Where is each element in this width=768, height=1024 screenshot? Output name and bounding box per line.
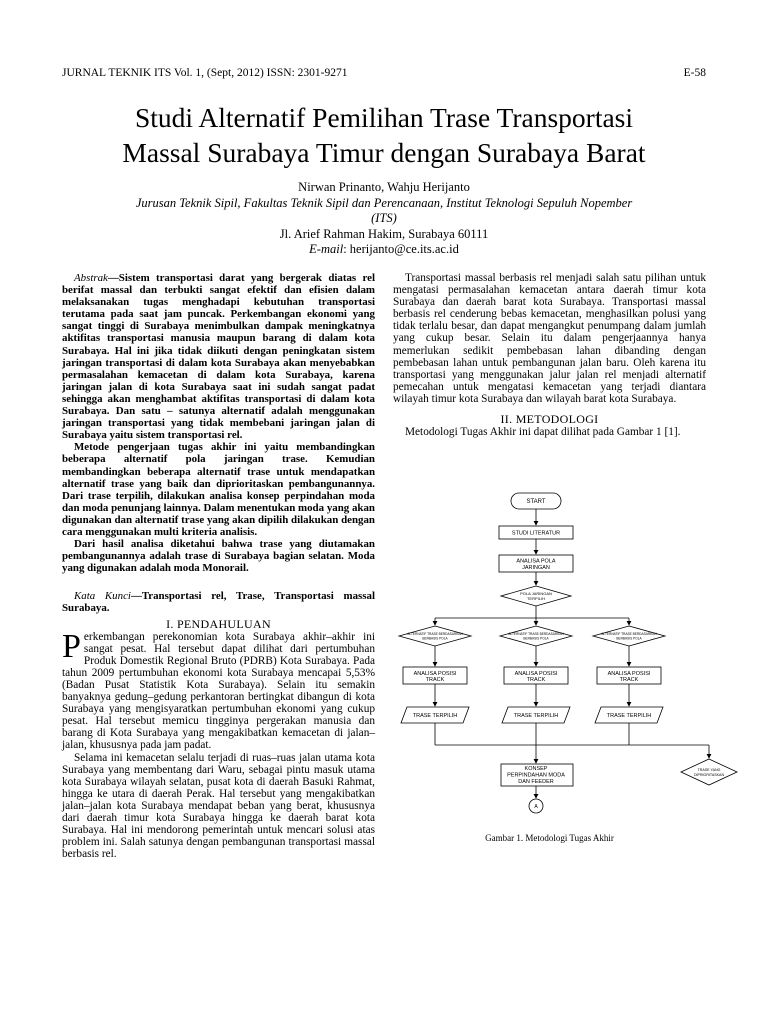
start-label: START [526, 499, 546, 505]
alt-label-3a: ALTERNATIF TRASE BERDASARKAN [601, 632, 657, 636]
paper-title [40, 100, 728, 170]
studi-label: STUDI LITERATUR [511, 530, 561, 537]
pola-label-2: TERPILIH [526, 596, 546, 601]
abstract-p3: Dari hasil analisa diketahui bahwa trase yang diutamakan pembangunannya adalah trase di Surabaya bagian selatan. Moda yang digunakan adalah moda Monorail. [62, 538, 375, 575]
section-heading-metodologi: II. METODOLOGI [500, 412, 599, 427]
email-label: E-mail [309, 242, 344, 256]
abstract-p1-text: —Sistem transportasi darat yang bergerak diatas rel berifat massal dan terbukti sangat efektif dan efisien dalam melaksanakan tugas menghadapi kebutuhan transportasi terutama pada saat jam puncak. Perkembangan ekonomi yang sangat tinggi di Surabaya menimbulkan dampak meningkatnya aktifitas transportasi manusia maupun barang di dalam kota Surabaya. Hal ini jika tidak diikuti dengan peningkatan sistem jaringan transportasi di dalam kota Surabaya akan menyebabkan permasalahan kemacetan di dalam kota Surabaya, karena jaringan jalan di kota Surabaya saat ini sudah sangat padat sehingga akan menghambat aktifitas transportasi di dalam kota Surabaya. Dan satu – satunya alternatif adalah menggunakan jaringan transportasi yang tidak membebani jaringan jalan di Surabaya yaitu sistem transportasi rel. [62, 272, 375, 442]
konsep-label-3: DAN FEEDER [518, 779, 554, 785]
posisi-label-3b: TRACK [619, 677, 639, 683]
abstract-p2: Metode pengerjaan tugas akhir ini yaitu membandingkan beberapa alternatif pola jaringan trase. Kemudian membandingkan beberapa alternatif trase untuk mendapatkan alternatif trase yang baik dan diprioritaskan pembangunannya. Dari trase terpilih, dilakukan analisa konsep perpindahan moda dan moda penunjang lainnya. Dalam menentukan moda yang akan digunakan dan alternatif trase yang akan dipilih dilakukan dengan cara menggunakan multi kriteria analisis. [62, 441, 375, 538]
journal-info: JURNAL TEKNIK ITS Vol. 1, (Sept, 2012) ISSN: 2301-9271 [62, 67, 348, 79]
keywords [62, 590, 375, 614]
metodologi-p1: Metodologi Tugas Akhir ini dapat dilihat pada Gambar 1 [1]. [405, 426, 681, 439]
prioritas-label-1: TRASE YANG [697, 768, 721, 772]
keywords-text: —Transportasi rel, Trase, Transportasi massal Surabaya. [62, 590, 375, 615]
title-line-2: Massal Surabaya Timur dengan Surabaya Barat [122, 137, 646, 168]
abstract [62, 272, 375, 574]
terpilih-label-1: TRASE TERPILIH [412, 713, 458, 719]
alt-label-1b: BERBASIS POLA [422, 636, 448, 641]
konsep-label-1: KONSEP [524, 766, 548, 772]
section-metodologi-body [393, 426, 706, 438]
figure-caption: Gambar 1. Metodologi Tugas Akhir [485, 833, 614, 843]
address: Jl. Arief Rahman Hakim, Surabaya 60111 [279, 226, 489, 241]
connector-label: A [534, 804, 538, 810]
posisi-label-2a: ANALISA POSISI [514, 671, 558, 677]
abstract-label: Abstrak [74, 272, 108, 284]
posisi-label-1a: ANALISA POSISI [413, 671, 457, 677]
posisi-label-1b: TRACK [425, 677, 445, 683]
intro-p1-text: erkembangan perekonomian kota Surabaya akhir–akhir ini sangat pesat. Hal tersebut dapat dilihat dari pertumbuhan Produk Domestik Regional Bruto (PDRB) Kota Surabaya. Pada tahun 2009 pertumbuhan ekonomi kota Surabaya mencapai 5,53% (Badan Pusat Statistik Kota Surabaya). Selain itu semakin banyaknya gedung–gedung perkantoran bertingkat dibangun di kota Surabaya yang mengisyaratkan pertumbuhan ekonomi yang cukup pesat. Hal tersebut memicu tingginya pergerakan manusia dan barang di Kota Surabaya yang mengakibatkan kemacetan di jalan–jalan, khususnya pada jam padat. [62, 630, 375, 752]
alt-label-1a: ALTERNATIF TRASE BERDASARKAN [407, 632, 463, 636]
title-line-1: Studi Alternatif Pemilihan Trase Transportasi [134, 102, 634, 133]
section-pendahuluan-body [62, 627, 375, 861]
running-header [62, 67, 706, 81]
terpilih-label-3: TRASE TERPILIH [606, 713, 652, 719]
posisi-label-2b: TRACK [526, 677, 546, 683]
alt-label-2a: ALTERNATIF TRASE BERDASARKAN [508, 632, 564, 636]
intro-p2: Selama ini kemacetan selalu terjadi di ruas–ruas jalan utama kota Surabaya yang membentang dari Waru, sebagai pintu masuk utama kota Surabaya wilayah selatan, pusat kota di daerah Basuki Rahmat, hingga ke utara di daerah Perak. Hal tersebut yang mengakibatkan jalan–jalan kota Surabaya mendapat beban yang berat, khususnya dari daerah timur kota Surabaya hingga ke daerah barat kota Surabaya. Hal ini mendorong pemerintah untuk mencari solusi atas problem ini. Salah satunya dengan pembangunan transportasi massal berbasis rel. [62, 751, 375, 861]
abstract-p1 [62, 272, 375, 441]
right-column [393, 272, 706, 438]
left-column [62, 272, 375, 860]
drop-cap: P [62, 627, 81, 665]
email-line [40, 242, 728, 258]
posisi-label-3a: ANALISA POSISI [607, 671, 651, 677]
analisa-pola-label-2: JARINGAN [522, 565, 550, 571]
analisa-pola-label-1: ANALISA POLA [516, 558, 556, 565]
methodology-flowchart [393, 488, 725, 828]
author-names: Nirwan Prinanto, Wahju Herijanto [298, 180, 470, 194]
right-intro-p: Transportasi massal berbasis rel menjadi salah satu pilihan untuk mengatasi permasalahan kemacetan antara daerah timur kota Surabaya dan daerah barat kota Surabaya. Transportasi massal berbasis rel cenderung bebas kemacetan, menghasilkan polusi yang tidak terlalu besar, dan dapat mengangkut penumpang dalam jumlah yang cukup besar. Selain itu dalam pengerjaannya hanya memerlukan sedikit pembebasan lahan dibanding dengan pembebasan lahan untuk pembangunan jalan baru. Oleh karena itu transportasi yang menggunakan jalur jalan rel menjadi alternatif pemecahan untuk mengatasi kemacetan yang terjadi diantara wilayah timur kota Surabaya dan wilayah barat kota Surabaya. [393, 272, 706, 405]
konsep-label-2: PERPINDAHAN MODA [507, 772, 565, 779]
right-intro [393, 272, 706, 405]
affiliation-abbrev: (ITS) [371, 211, 397, 225]
terpilih-label-2: TRASE TERPILIH [513, 713, 559, 719]
author-block [40, 180, 728, 258]
prioritas-label-2: DIPRIORITASKAN [693, 773, 725, 777]
alt-label-3b: BERBASIS POLA [616, 636, 642, 641]
section-heading-pendahuluan: I. PENDAHULUAN [166, 616, 271, 631]
pola-label-1: POLA JARINGAN [520, 591, 552, 596]
keywords-label: Kata Kunci [74, 590, 131, 603]
alt-label-2b: BERBASIS POLA [523, 636, 549, 641]
affiliation: Jurusan Teknik Sipil, Fakultas Teknik Sipil dan Perencanaan, Institut Teknologi Sepuluh Nopember [135, 195, 633, 210]
email-address: : herijanto@ce.its.ac.id [343, 242, 459, 256]
trase-prioritas-node [681, 759, 737, 785]
page-number: E-58 [683, 67, 706, 79]
intro-p1 [62, 627, 375, 752]
